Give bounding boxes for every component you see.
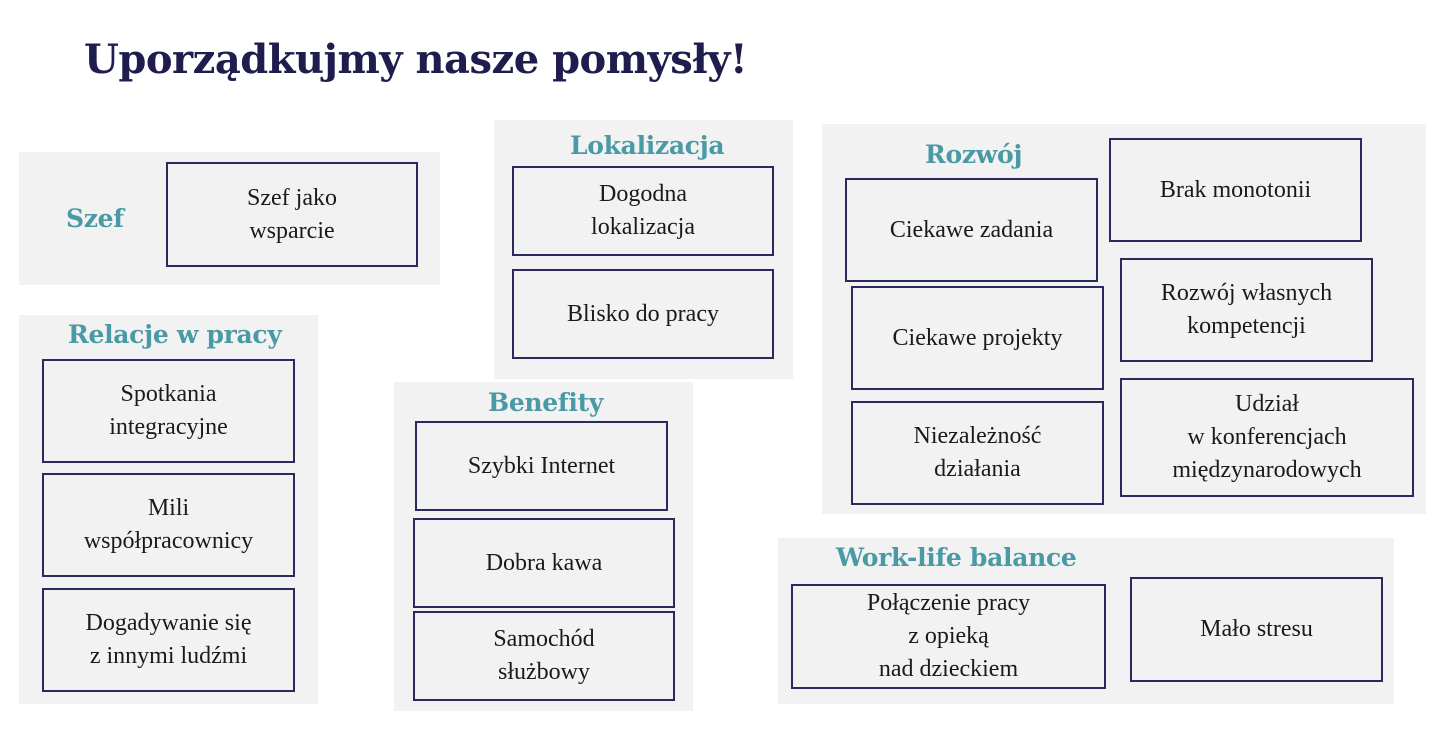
card-ciekawe-zadania <box>845 178 1098 282</box>
card-rozwoj-wlasnych-kompetencji <box>1120 258 1373 362</box>
card-niezaleznosc-dzialania <box>851 401 1104 505</box>
card-text: Ciekawe zadania <box>889 216 1054 243</box>
group-label-relacje: Relacje w pracy <box>68 320 282 349</box>
card-text: Szybki Internet <box>467 452 616 479</box>
card-brak-monotonii <box>1109 138 1362 242</box>
card-szybki-internet <box>415 421 668 511</box>
group-label-benefity: Benefity <box>488 388 604 417</box>
card-ciekawe-projekty <box>851 286 1104 390</box>
card-text: Ciekawe projekty <box>892 324 1063 351</box>
card-text: Dobra kawa <box>485 549 603 576</box>
group-label-work-life-balance: Work-life balance <box>836 543 1077 572</box>
card-udzial-w-konferencjach <box>1120 378 1414 497</box>
card-text: Udział w konferencjach międzynarodowych <box>1172 391 1362 483</box>
card-text: Połączenie pracy z opieką nad dzieckiem <box>866 590 1031 682</box>
group-label-szef: Szef <box>66 204 124 233</box>
card-szef-jako-wsparcie <box>166 162 418 267</box>
group-label-rozwoj: Rozwój <box>925 140 1023 169</box>
card-text: Rozwój własnych kompetencji <box>1160 280 1333 339</box>
card-spotkania-integracyjne <box>42 359 295 463</box>
card-text: Niezależność działania <box>913 423 1042 482</box>
group-label-lokalizacja: Lokalizacja <box>570 131 725 160</box>
card-blisko-do-pracy <box>512 269 774 359</box>
card-dobra-kawa <box>413 518 675 608</box>
card-text: Mili współpracownicy <box>83 495 254 554</box>
card-text: Brak monotonii <box>1159 176 1312 203</box>
card-text: Spotkania integracyjne <box>109 381 228 440</box>
card-text: Samochód służbowy <box>493 626 595 685</box>
page-title: Uporządkujmy nasze pomysły! <box>84 36 748 83</box>
card-polaczenie-pracy <box>791 584 1106 689</box>
card-text: Mało stresu <box>1200 616 1313 642</box>
card-text: Dogodna lokalizacja <box>591 181 695 240</box>
card-text: Szef jako wsparcie <box>247 184 337 244</box>
card-malo-stresu <box>1130 577 1383 682</box>
card-dogadywanie-sie <box>42 588 295 692</box>
card-text: Blisko do pracy <box>567 300 719 327</box>
card-mili-wspolpracownicy <box>42 473 295 577</box>
card-samochod-sluzbowy <box>413 611 675 701</box>
card-dogodna-lokalizacja <box>512 166 774 256</box>
card-text: Dogadywanie się z innymi ludźmi <box>85 610 252 669</box>
